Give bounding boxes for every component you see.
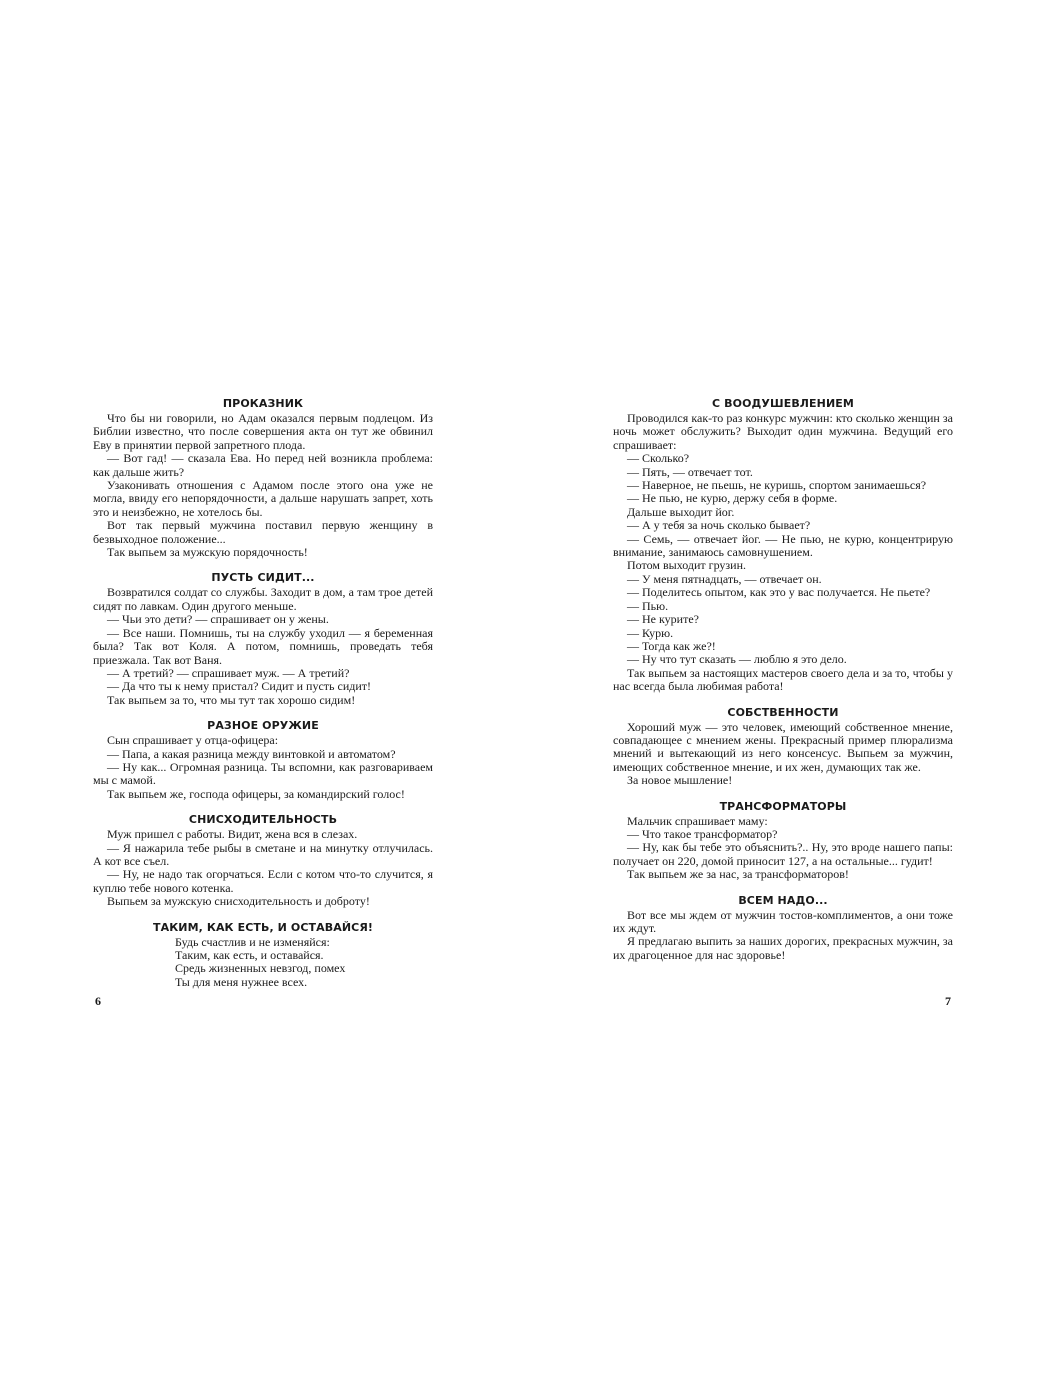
- paragraph: Так выпьем же, господа офицеры, за командирский голос!: [107, 786, 405, 801]
- paragraph: — Ну, как бы тебе это объяснить?.. Ну, это вроде нашего папы: получает он 220, домой приносит 127, а на остальные... гудит!: [613, 840, 953, 868]
- page-number: 7: [945, 994, 951, 1008]
- paragraph: — Ну как... Огромная разница. Ты вспомни, как разговариваем мы с мамой.: [93, 759, 433, 788]
- paragraph: — Вот гад! — сказала Ева. Но перед ней возникла проблема: как дальше жить?: [93, 451, 433, 479]
- paragraph: Вот все мы ждем от мужчин тостов-комплиментов, а они тоже их ждут.: [613, 907, 953, 935]
- section-title: СНИСХОДИТЕЛЬНОСТЬ: [188, 813, 338, 827]
- paragraph: Дальше выходит йог.: [627, 504, 735, 519]
- right-page: [613, 396, 953, 973]
- paragraph: — Семь, — отвечает йог. — Не пью, не курю, концентрирую внимание, занимаюсь самовнушением.: [613, 531, 953, 560]
- paragraph: Что бы ни говорили, но Адам оказался первым подлецом. Из Библии известно, что после совершения акта он тут же обвинил Еву в принятии первой запретного плода.: [93, 411, 433, 452]
- section-title: ПУСТЬ СИДИТ...: [211, 571, 315, 585]
- page-number: 6: [95, 994, 101, 1008]
- left-page: [93, 396, 433, 1000]
- section-title: РАЗНОЕ ОРУЖИЕ: [207, 719, 319, 733]
- paragraph: — Ну что тут сказать — люблю я это дело.: [627, 652, 847, 667]
- paragraph: — Папа, а какая разница между винтовкой и автоматом?: [107, 746, 396, 761]
- paragraph: — Не курите?: [627, 612, 699, 627]
- section-title: СОБСТВЕННОСТИ: [727, 705, 839, 719]
- section-s-vooodushevleniem: [613, 396, 953, 694]
- section-vsem-nado: [613, 893, 953, 963]
- paragraph: — Пью.: [627, 598, 669, 613]
- paragraph: Так выпьем же за нас, за трансформаторов!: [627, 867, 849, 882]
- verse-line: Будь счастлив и не изменяйся:: [175, 934, 330, 949]
- paragraph: — Курю.: [627, 625, 674, 640]
- paragraph: — Что такое трансформатор?: [627, 826, 778, 841]
- paragraph: Возвратился солдат со службы. Заходит в дом, а там трое детей сидят по лавкам. Один другого меньше.: [93, 585, 433, 613]
- paragraph: Хороший муж — это человек, имеющий собственное мнение, совпадающее с мнением жены. Прекрасный пример плюрализма мнений и вытекающий из него консенсус. Выпьем за мужчин, имеющих собственное мнение, и их жен, думающих так же.: [613, 719, 953, 774]
- section-prokaznik: [93, 396, 433, 559]
- paragraph: — Поделитесь опытом, как это у вас получается. Не пьете?: [627, 585, 931, 600]
- paragraph: — У меня пятнадцать, — отвечает он.: [627, 571, 822, 586]
- paragraph: — Наверное, не пьешь, не куришь, спортом занимаешься?: [627, 478, 927, 493]
- verse-line: Средь жизненных невзгод, помех: [175, 961, 346, 976]
- section-title: ВСЕМ НАДО...: [738, 893, 828, 907]
- paragraph: — А у тебя за ночь сколько бывает?: [627, 518, 811, 533]
- paragraph: — А третий? — спрашивает муж. — А третий?: [107, 665, 350, 680]
- section-transformatory: [613, 799, 953, 882]
- paragraph: Так выпьем за настоящих мастеров своего дела и за то, чтобы у нас всегда была любимая работа!: [613, 665, 953, 694]
- paragraph: Так выпьем за то, что мы тут так хорошо сидим!: [107, 692, 356, 707]
- paragraph: Узаконивать отношения с Адамом после этого она уже не могла, ввиду его непорядочности, а дальше нарушать запрет, хоть это и неизбежно, не хотелось бы.: [93, 478, 433, 519]
- paragraph: Так выпьем за мужскую порядочность!: [107, 545, 308, 560]
- section-takim-kak-est: [93, 920, 433, 990]
- paragraph: Муж пришел с работы. Видит, жена вся в слезах.: [107, 827, 358, 842]
- paragraph: Вот так первый мужчина поставил первую женщину в безвыходное положение...: [93, 518, 433, 546]
- section-title: ПРОКАЗНИК: [222, 397, 304, 410]
- paragraph: — Ну, не надо так огорчаться. Если с котом что-то случится, я куплю тебе нового котенка.: [93, 867, 433, 895]
- paragraph: Потом выходит грузин.: [627, 558, 747, 573]
- paragraph: — Тогда как же?!: [627, 638, 716, 653]
- paragraph: — Да что ты к нему пристал? Сидит и пусть сидит!: [107, 679, 372, 694]
- section-title: ТАКИМ, КАК ЕСТЬ, И ОСТАВАЙСЯ!: [152, 920, 373, 934]
- paragraph: — Пять, — отвечает тот.: [627, 464, 753, 479]
- paragraph: — Сколько?: [627, 451, 690, 466]
- verse-line: Таким, как есть, и оставайся.: [175, 948, 324, 962]
- section-title: С ВООДУШЕВЛЕНИЕМ: [712, 397, 854, 410]
- verse-line: Ты для меня нужнее всех.: [175, 974, 308, 989]
- paragraph: Я предлагаю выпить за наших дорогих, прекрасных мужчин, за их драгоценное для нас здоровье!: [613, 934, 953, 962]
- paragraph: — Я нажарила тебе рыбы в сметане и на минутку отлучилась. А кот все съел.: [93, 840, 433, 868]
- paragraph: — Чьи это дети? — спрашивает он у жены.: [107, 612, 329, 627]
- paragraph: За новое мышление!: [627, 773, 733, 788]
- section-raznoe-oruzhie: [93, 718, 433, 801]
- paragraph: — Все наши. Помнишь, ты на службу уходил — я беременная была? Так вот Коля. А потом, помнишь, проведать тебя приезжала. Так вот Ваня.: [93, 625, 433, 667]
- paragraph: Выпьем за мужскую снисходительность и доброту!: [107, 894, 370, 909]
- verse: [175, 936, 433, 990]
- section-sobstvennosti: [613, 705, 953, 788]
- paragraph: Проводился как-то раз конкурс мужчин: кто сколько женщин за ночь может обслужить? Выходит один мужчина. Ведущий его спрашивает:: [613, 411, 953, 452]
- paragraph: Мальчик спрашивает маму:: [627, 813, 768, 828]
- section-title: ТРАНСФОРМАТОРЫ: [719, 799, 847, 813]
- section-pust-sidit: [93, 570, 433, 707]
- paragraph: — Не пью, не курю, держу себя в форме.: [627, 491, 838, 506]
- section-snishoditelnost: [93, 812, 433, 908]
- paragraph: Сын спрашивает у отца-офицера:: [107, 733, 279, 748]
